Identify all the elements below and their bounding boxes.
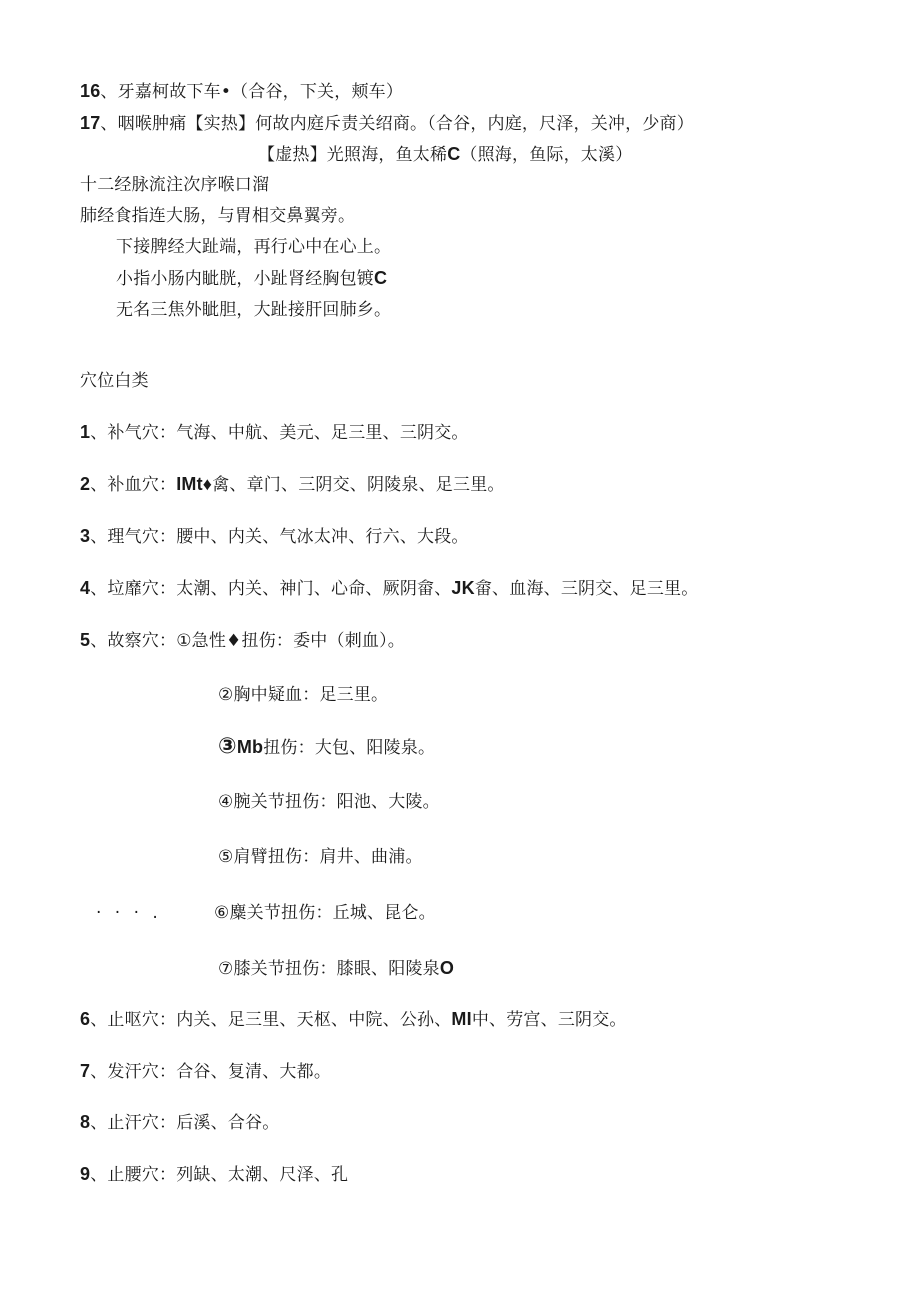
item-number: 7 [80, 1061, 91, 1081]
point-item-8 [80, 1111, 279, 1134]
item-text: 、故察穴：①急性♦扭伤：委中（刺血）。 [90, 631, 405, 651]
circled-number: ③ [218, 734, 237, 759]
item-text: 、理气穴：腰中、内关、气冰太冲、行六、大段。 [90, 527, 469, 547]
point-item-4 [80, 577, 698, 600]
deficiency-pre: 【虚热】光照海，鱼太稀 [258, 145, 448, 165]
sub-item-7 [218, 957, 454, 980]
point-item-3 [80, 525, 469, 548]
point-item-2 [80, 473, 505, 496]
circled-number: ④ [218, 792, 234, 812]
point-item-9 [80, 1163, 348, 1186]
item-number: 9 [80, 1164, 91, 1184]
item-latin: JK [451, 578, 475, 598]
item-number: 3 [80, 526, 91, 546]
item-text: 、咽喉肿痛【实热】何故内庭斥责关绍商。（合谷，内庭，尺泽，关冲，少商） [100, 114, 694, 134]
item-text: 、止汗穴：后溪、合谷。 [90, 1113, 280, 1133]
verse-text: 肺经食指连大肠，与胃相交鼻翼旁。 [80, 206, 356, 226]
item-text: 、补血穴： [90, 475, 177, 495]
sub-item-2 [218, 684, 388, 706]
verse-text: 小指小肠内眦胱，小趾肾经胸包镀 [116, 269, 374, 289]
item-number: 8 [80, 1112, 91, 1132]
deficiency-latin: C [447, 144, 461, 164]
list-item-16 [80, 80, 403, 103]
circled-number: ⑦ [218, 959, 234, 979]
sub-item-text: 肩臂扭伤：肩井、曲浦。 [233, 847, 423, 867]
verse-line-4 [116, 299, 391, 321]
sub-item-text: 胸中疑血：足三里。 [233, 685, 389, 705]
item-text: 、牙嘉柯故下车•（合谷，下关，颊车） [100, 82, 404, 102]
item-text: 、垃靡穴：太潮、内关、神门、心命、厥阴畲、 [90, 579, 452, 599]
deficiency-post: （照海，鱼际，太溪） [460, 145, 633, 165]
item-number: 1 [80, 422, 91, 442]
sub-item-text: 腕关节扭伤：阳池、大陵。 [233, 792, 440, 812]
item-text-post: 中、劳宫、三阴交。 [471, 1010, 627, 1030]
item-number: 16 [80, 81, 101, 101]
sub-item-5 [218, 846, 423, 868]
point-item-7 [80, 1060, 331, 1083]
verse-text: 无名三焦外眦胆，大趾接肝回肺乡。 [116, 300, 392, 320]
section-title: 穴位白类 [80, 371, 149, 391]
item-number: 5 [80, 630, 91, 650]
circled-number: ⑥ [214, 903, 230, 923]
sub-item-text: 扭伤：大包、阳陵泉。 [263, 738, 436, 758]
deficiency-heat-line [258, 143, 632, 166]
item-text-post: 禽、章门、三阴交、阴陵泉、足三里。 [212, 475, 505, 495]
item-number: 17 [80, 113, 101, 133]
sub-item-text: 麋关节扭伤：丘城、昆仑。 [229, 903, 436, 923]
sub-item-latin: O [439, 958, 455, 978]
circled-number: ⑤ [218, 847, 234, 867]
verse-line-3 [116, 267, 387, 290]
item-text: 、止腰穴：列缺、太潮、尺泽、孔 [90, 1165, 349, 1185]
verse-latin: C [374, 268, 388, 288]
item-latin: IMt♦ [176, 474, 213, 494]
meridian-title: 十二经脉流注次序喉口溜 [80, 175, 270, 195]
point-item-1 [80, 421, 469, 444]
point-item-5 [80, 629, 405, 652]
verse-line-1 [80, 205, 355, 227]
item-text: 、补气穴：气海、中航、美元、足三里、三阴交。 [90, 423, 469, 443]
list-item-17 [80, 112, 694, 135]
sub-item-3 [218, 736, 435, 759]
stray-dots: · · · . [96, 903, 162, 923]
sub-item-4 [218, 791, 440, 813]
verse-line-2 [116, 236, 391, 258]
sub-item-latin: Mb [236, 737, 264, 757]
item-text: 、发汗穴：合谷、复清、大都。 [90, 1062, 332, 1082]
item-number: 4 [80, 578, 91, 598]
verse-text: 下接脾经大趾端，再行心中在心上。 [116, 237, 392, 257]
item-text: 、止呕穴：内关、足三里、天枢、中院、公孙、 [90, 1010, 452, 1030]
sub-item-6 [214, 902, 436, 924]
circled-number: ② [218, 685, 234, 705]
item-number: 2 [80, 474, 91, 494]
item-number: 6 [80, 1009, 91, 1029]
item-latin: MI [451, 1009, 472, 1029]
point-item-6 [80, 1008, 627, 1031]
item-text-post: 畲、血海、三阴交、足三里。 [474, 579, 699, 599]
sub-item-text: 膝关节扭伤：膝眼、阳陵泉 [233, 959, 440, 979]
